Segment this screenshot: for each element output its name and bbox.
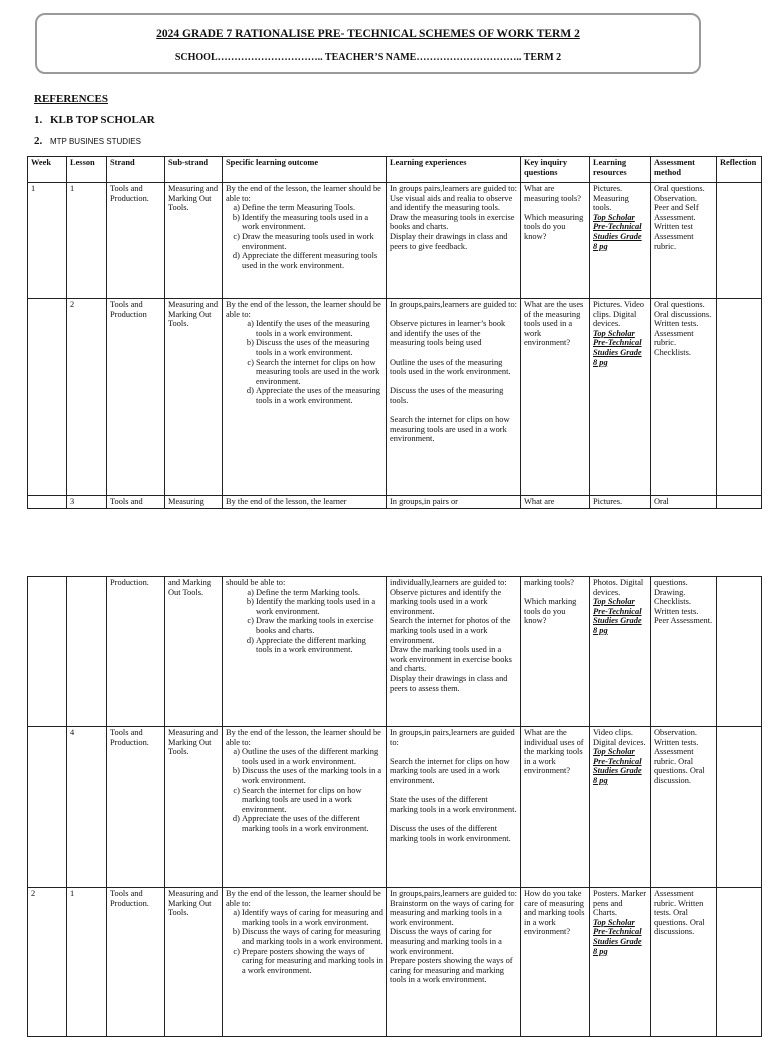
resource-book-link: Top Scholar Pre-Technical Studies Grade 8 pg [593, 212, 642, 251]
outcome-list [226, 319, 383, 405]
cell-strand [107, 577, 165, 727]
cell-reflection [717, 299, 762, 496]
outcome-intro: By the end of the lesson, the learner should be able to: [226, 889, 381, 908]
outcome-intro: By the end of the lesson, the learner [226, 497, 347, 506]
resource-text: Video clips. Digital devices. [593, 728, 646, 747]
cell-substrand [165, 299, 223, 496]
outcome-item: c. Search the internet for clips on how measuring tools are used in the work environment. [256, 358, 383, 387]
outcome-item: a. Outline the uses of the different marking tools used in a work environment. [242, 747, 383, 766]
header-week: Week [28, 157, 67, 183]
cell-strand [107, 727, 165, 888]
substrand-text: Measuring and Marking Out Tools. [168, 728, 219, 757]
cell-questions [521, 299, 590, 496]
resource-text: Photos. Digital devices. [593, 578, 644, 597]
cell-reflection [717, 888, 762, 1037]
cell-resources [590, 299, 651, 496]
cell-reflection [717, 727, 762, 888]
cell-questions [521, 577, 590, 727]
document-title: 2024 GRADE 7 RATIONALISE PRE- TECHNICAL SCHEMES OF WORK TERM 2 [156, 28, 580, 40]
cell-week [28, 496, 67, 509]
cell-substrand [165, 577, 223, 727]
cell-lesson [67, 299, 107, 496]
header-questions: Key inquiry questions [521, 157, 590, 183]
cell-questions [521, 727, 590, 888]
outcome-intro: By the end of the lesson, the learner should be able to: [226, 300, 381, 319]
cell-assessment [651, 496, 717, 509]
experience-gap [390, 786, 517, 796]
lesson-number: 4 [70, 728, 75, 737]
resource-text: Pictures. Video clips. Digital devices. [593, 300, 644, 329]
cell-questions [521, 183, 590, 299]
cell-lesson [67, 577, 107, 727]
assessment-text: Oral questions. Oral discussions. Written tests. Assessment rubric. Checklists. [654, 300, 712, 357]
cell-week [28, 183, 67, 299]
cell-outcome [223, 496, 387, 509]
question-text: What are measuring tools? [524, 184, 581, 203]
strand-text: Tools and [110, 497, 143, 506]
cell-reflection [717, 183, 762, 299]
resource-text: Pictures. [593, 497, 623, 506]
experience-gap [390, 348, 517, 358]
substrand-text: Measuring and Marking Out Tools. [168, 300, 219, 329]
experience-line: Outline the uses of the measuring tools used in the work environment. [390, 357, 511, 377]
cell-strand [107, 888, 165, 1037]
experience-line: Draw the marking tools used in a work environment in exercise books and charts. [390, 645, 512, 674]
cell-strand [107, 183, 165, 299]
table-row [28, 727, 762, 888]
experience-line: In groups,pairs,learners are guided to: [390, 889, 517, 898]
outcome-list [226, 203, 383, 270]
table-row [28, 577, 762, 727]
cell-week [28, 577, 67, 727]
header-assessment: Assessment method [651, 157, 717, 183]
outcome-item: d. Appreciate the different marking tools in a work environment. [256, 636, 383, 655]
cell-resources [590, 183, 651, 299]
outcome-item: b. Identify the measuring tools used in a work environment. [242, 213, 383, 232]
cell-week [28, 888, 67, 1037]
experience-line: In groups,in pairs or [390, 497, 458, 506]
substrand-text: Measuring and Marking Out Tools. [168, 184, 219, 213]
outcome-item: b. Identify the marking tools used in a work environment. [256, 597, 383, 616]
experience-line: Search the internet for photos of the marking tools used in a work environment. [390, 616, 511, 645]
outcome-item: a. Identify ways of caring for measuring and marking tools in a work environment. [242, 908, 383, 927]
question-text: What are [524, 497, 555, 506]
experience-line: Discuss the uses of the different marking tools in work environment. [390, 823, 511, 843]
header-substrand: Sub-strand [165, 157, 223, 183]
cell-lesson [67, 888, 107, 1037]
lesson-number: 2 [70, 300, 75, 309]
experience-line: Prepare posters showing the ways of caring for measuring and marking tools in a work environment. [390, 956, 513, 985]
experience-line: Display their drawings in class and peers to give feedback. [390, 231, 508, 251]
cell-outcome [223, 727, 387, 888]
assessment-text: questions. Drawing. Checklists. Written tests. Peer Assessment. [654, 578, 713, 626]
question-text: What are the individual uses of the marking tools in a work environment? [524, 728, 584, 776]
cell-resources [590, 888, 651, 1037]
assessment-text: Assessment rubric. Written tests. Oral questions. Oral discussions. [654, 889, 705, 937]
reference-item: 2. MTP BUSINES STUDIES [34, 135, 141, 147]
question-text: marking tools? [524, 578, 575, 587]
experience-gap [390, 310, 517, 320]
outcome-item: d. Appreciate the uses of the measuring tools in a work environment. [256, 386, 383, 405]
week-number: 1 [31, 184, 36, 193]
outcome-item: a. Identify the uses of the measuring tools in a work environment. [256, 319, 383, 338]
cell-reflection [717, 577, 762, 727]
reference-item: 1. KLB TOP SCHOLAR [34, 114, 155, 126]
lesson-number: 1 [70, 184, 75, 193]
outcome-item: d. Appreciate the uses of the different marking tools in a work environment. [242, 814, 383, 833]
resource-text: Pictures. Measuring tools. [593, 184, 629, 213]
header-outcome: Specific learning outcome [223, 157, 387, 183]
question-text: What are the uses of the measuring tools used in a work environment? [524, 300, 584, 348]
assessment-text: Observation. Written tests. Assessment rubric. Oral questions. Oral discussion. [654, 728, 705, 785]
header-resources: Learning resources [590, 157, 651, 183]
outcome-item: c. Prepare posters showing the ways of caring for measuring and marking tools in a work environment. [242, 947, 383, 976]
table-row [28, 496, 762, 509]
substrand-text: Measuring [168, 497, 204, 506]
cell-lesson [67, 496, 107, 509]
experience-line: Discuss the uses of the measuring tools. [390, 386, 504, 405]
question-text: Which marking tools do you know? [524, 597, 577, 626]
resource-book-link: Top Scholar Pre-Technical Studies Grade 8 pg [593, 597, 642, 635]
strand-text: Tools and Production. [110, 889, 149, 908]
cell-lesson [67, 727, 107, 888]
question-gap [524, 203, 586, 213]
cell-assessment [651, 183, 717, 299]
outcome-list [226, 908, 383, 975]
school-teacher-line: SCHOOL………………………….. TEACHER’S NAME………………………….. TERM 2 [174, 52, 562, 63]
assessment-text: Oral [654, 497, 669, 506]
outcome-item: d. Appreciate the different measuring tools used in the work environment. [242, 251, 383, 270]
question-gap [524, 588, 586, 598]
cell-strand [107, 299, 165, 496]
substrand-text: and Marking Out Tools. [168, 578, 212, 597]
table-row [28, 299, 762, 496]
cell-substrand [165, 183, 223, 299]
table-header-row [28, 157, 762, 183]
references-title: REFERENCES [34, 93, 108, 105]
outcome-list [226, 588, 383, 655]
cell-outcome [223, 577, 387, 727]
outcome-intro: should be able to: [226, 578, 286, 587]
experience-gap [390, 406, 517, 416]
experience-line: Observe pictures in learner’s book and identify the uses of the measuring tools being used [390, 319, 506, 348]
references-section [34, 93, 155, 156]
cell-week [28, 727, 67, 888]
outcome-item: a. Define the term Marking tools. [256, 588, 383, 598]
outcome-item: b. Discuss the uses of the measuring tools in a work environment. [256, 338, 383, 357]
experience-line: State the uses of the different marking tools in a work environment. [390, 795, 517, 814]
header-lesson: Lesson [67, 157, 107, 183]
header-experiences: Learning experiences [387, 157, 521, 183]
experience-line: individually,learners are guided to: [390, 578, 507, 587]
experience-line: Draw the measuring tools in exercise books and charts. [390, 212, 515, 232]
outcome-item: a. Define the term Measuring Tools. [242, 203, 383, 213]
table-row [28, 888, 762, 1037]
lesson-number: 1 [70, 889, 75, 898]
resource-book-link: Top Scholar Pre-Technical Studies Grade 8 pg [593, 747, 642, 785]
cell-strand [107, 496, 165, 509]
cell-questions [521, 496, 590, 509]
cell-resources [590, 577, 651, 727]
experience-line: Use visual aids and realia to observe and identify the measuring tools. [390, 193, 513, 213]
substrand-text: Measuring and Marking Out Tools. [168, 889, 219, 918]
header-box [35, 13, 701, 74]
resource-book-link: Top Scholar Pre-Technical Studies Grade 8 pg [593, 328, 642, 367]
cell-experiences [387, 727, 521, 888]
cell-assessment [651, 299, 717, 496]
outcome-item: c. Draw the marking tools in exercise books and charts. [256, 616, 383, 635]
cell-reflection [717, 496, 762, 509]
cell-experiences [387, 299, 521, 496]
strand-text: Tools and Production. [110, 184, 149, 203]
assessment-text: Oral questions. Observation. Peer and Self Assessment. Written test Assessment rubric. [654, 184, 705, 251]
outcome-list [226, 747, 383, 833]
experience-line: Search the internet for clips on how marking tools are used in a work environment. [390, 756, 510, 785]
outcome-item: c. Draw the measuring tools used in work environment. [242, 232, 383, 251]
lesson-number: 3 [70, 497, 75, 506]
scheme-table-page-2 [27, 576, 762, 1037]
outcome-intro: By the end of the lesson, the learner should be able to: [226, 184, 381, 203]
outcome-item: b. Discuss the uses of the marking tools in a work environment. [242, 766, 383, 785]
experience-gap [390, 747, 517, 757]
experience-line: Search the internet for clips on how measuring tools are used in a work environment. [390, 415, 510, 444]
experience-line: Brainstorm on the ways of caring for measuring and marking tools in a work environment. [390, 898, 514, 927]
cell-substrand [165, 888, 223, 1037]
strand-text: Tools and Production. [110, 728, 149, 747]
cell-substrand [165, 496, 223, 509]
experience-gap [390, 377, 517, 387]
cell-assessment [651, 727, 717, 888]
cell-week [28, 299, 67, 496]
resource-book-link: Top Scholar Pre-Technical Studies Grade 8 pg [593, 917, 642, 956]
scheme-table-page-1 [27, 156, 762, 509]
cell-experiences [387, 888, 521, 1037]
experience-gap [390, 814, 517, 824]
cell-experiences [387, 183, 521, 299]
cell-questions [521, 888, 590, 1037]
cell-assessment [651, 577, 717, 727]
question-text: How do you take care of measuring and marking tools in a work environment? [524, 889, 585, 937]
cell-resources [590, 727, 651, 888]
strand-text: Tools and Production [110, 300, 147, 319]
cell-lesson [67, 183, 107, 299]
experience-line: In groups,pairs,learners are guided to: [390, 300, 517, 309]
cell-outcome [223, 183, 387, 299]
strand-text: Production. [110, 578, 149, 587]
header-strand: Strand [107, 157, 165, 183]
cell-experiences [387, 496, 521, 509]
header-reflection: Reflection [717, 157, 762, 183]
experience-line: Display their drawings in class and peers to assess them. [390, 673, 508, 693]
outcome-item: b. Discuss the ways of caring for measuring and marking tools in a work environment. [242, 927, 383, 946]
week-number: 2 [31, 889, 36, 898]
resource-text: Posters. Marker pens and Charts. [593, 889, 647, 918]
cell-substrand [165, 727, 223, 888]
cell-outcome [223, 888, 387, 1037]
experience-line: Discuss the ways of caring for measuring and marking tools in a work environment. [390, 927, 502, 956]
outcome-intro: By the end of the lesson, the learner should be able to: [226, 728, 381, 747]
cell-resources [590, 496, 651, 509]
experience-line: In groups pairs,learners are guided to: [390, 184, 517, 193]
outcome-item: c. Search the internet for clips on how marking tools are used in a work environment. [242, 786, 383, 815]
table-row [28, 183, 762, 299]
cell-assessment [651, 888, 717, 1037]
cell-experiences [387, 577, 521, 727]
experience-line: Observe pictures and identify the marking tools used in a work environment. [390, 587, 502, 616]
cell-outcome [223, 299, 387, 496]
experience-line: In groups,in pairs,learners are guided to: [390, 728, 515, 747]
question-text: Which measuring tools do you know? [524, 212, 584, 241]
